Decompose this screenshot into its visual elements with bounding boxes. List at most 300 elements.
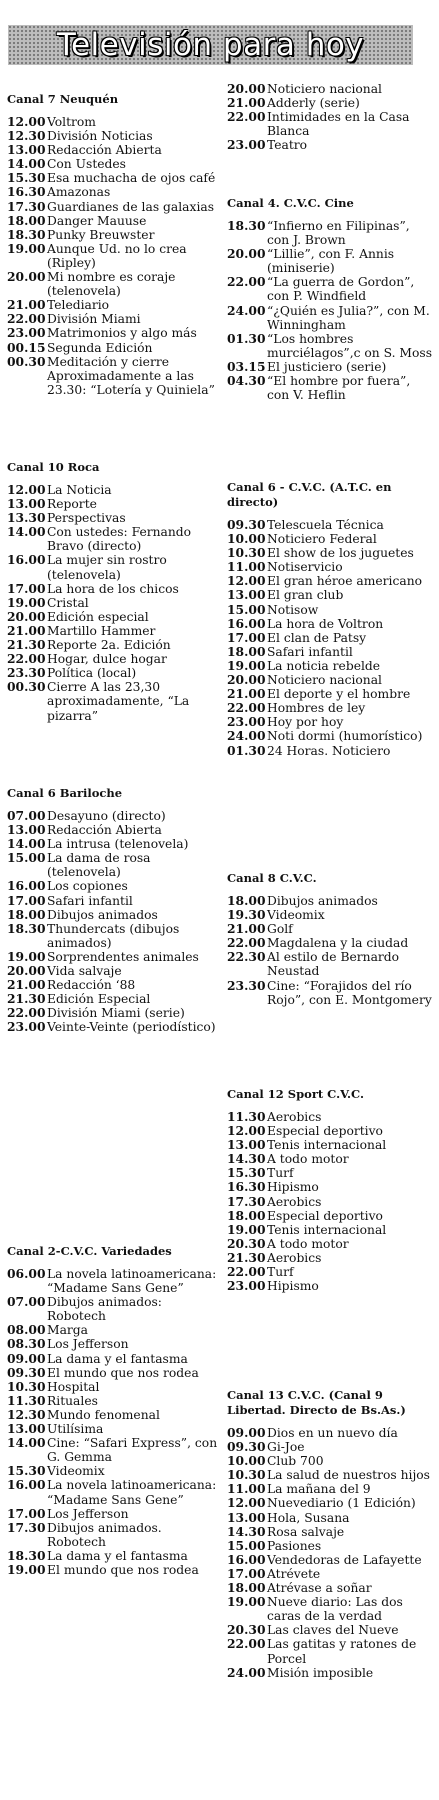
program-row	[7, 1422, 222, 1436]
program-row	[7, 950, 222, 964]
program-time: 18.00	[7, 212, 46, 228]
program-row	[227, 82, 435, 96]
program-title: La mujer sin rostro (telenovela)	[47, 553, 167, 582]
program-title: Meditación y cierre Aproximadamente a las 23.30: “Lotería y Quiniela”	[47, 354, 215, 397]
program-row	[7, 1337, 222, 1351]
program-row	[7, 1394, 222, 1408]
program-time: 14.30	[227, 1151, 266, 1167]
program-row	[227, 219, 435, 247]
program-time: 12.30	[7, 1406, 46, 1422]
program-title: Aerobics	[267, 1250, 322, 1265]
program-row	[227, 715, 435, 729]
program-title: Especial deportivo	[267, 1208, 383, 1223]
program-time: 22.00	[227, 1264, 266, 1280]
program-title: Perspectivas	[47, 511, 126, 526]
program-row	[7, 908, 222, 922]
program-time: 09.30	[227, 517, 266, 532]
program-row	[7, 355, 222, 397]
program-time: 19.00	[7, 594, 46, 610]
program-title: Safari infantil	[267, 644, 353, 659]
program-row	[227, 922, 435, 936]
program-title: Dios en un nuevo día	[267, 1426, 398, 1440]
program-time: 13.00	[7, 822, 46, 838]
program-time: 17.00	[7, 892, 46, 908]
program-row	[227, 1110, 435, 1124]
program-row	[227, 588, 435, 602]
program-title: Con Ustedes	[47, 157, 126, 172]
program-title: El clan de Patsy	[267, 630, 367, 645]
program-row	[7, 312, 222, 326]
program-time: 18.00	[227, 1207, 266, 1223]
program-title: Aerobics	[267, 1110, 322, 1124]
program-title: A todo motor	[267, 1152, 349, 1167]
program-title: “Los hombres murciélagos”,c on S. Moss	[267, 331, 433, 360]
program-time: 18.00	[7, 906, 46, 922]
program-row	[7, 1020, 222, 1034]
program-row	[7, 1507, 222, 1521]
program-title: Notisow	[267, 602, 319, 617]
page-title: Televisión para hoy	[56, 27, 365, 63]
program-title: La novela latinoamericana: “Madame Sans Gene”	[47, 1478, 217, 1507]
program-time: 15.30	[227, 1165, 266, 1181]
program-row	[227, 1553, 435, 1567]
program-row	[7, 1366, 222, 1380]
program-title: La hora de los chicos	[47, 581, 179, 596]
program-title: Edición Especial	[47, 992, 151, 1007]
program-time: 20.00	[227, 246, 266, 262]
program-time: 20.00	[227, 81, 266, 96]
program-row	[227, 1237, 435, 1251]
program-title: Hogar, dulce hogar	[47, 652, 167, 667]
channel-title: Canal 7 Neuquén	[7, 92, 119, 106]
program-row	[227, 138, 435, 152]
channel-title: Canal 4. C.V.C. Cine	[227, 196, 354, 210]
channel-title: Canal 13 C.V.C. (Canal 9 Libertad. Directo de Bs.As.)	[227, 1388, 406, 1417]
program-title: Las gatitas y ratones de Porcel	[267, 1637, 417, 1666]
program-row	[7, 823, 222, 837]
program-time: 22.00	[227, 1636, 266, 1652]
program-title: Tenis internacional	[267, 1222, 387, 1237]
program-row	[227, 1138, 435, 1152]
program-row	[227, 247, 435, 275]
program-row	[227, 1180, 435, 1194]
program-title: Hombres de ley	[267, 701, 366, 716]
program-row	[227, 1623, 435, 1637]
program-title: Punky Breuwster	[47, 227, 155, 242]
program-time: 23.00	[227, 1278, 266, 1294]
program-time: 21.00	[7, 297, 46, 313]
program-title: Rosa salvaje	[267, 1524, 345, 1539]
program-row	[227, 1482, 435, 1496]
program-row	[227, 701, 435, 715]
program-title: Noticiero nacional	[267, 673, 382, 688]
program-title: Intimidades en la Casa Blanca	[267, 110, 410, 139]
channel-title: Canal 10 Roca	[7, 460, 100, 474]
program-title: Hipismo	[267, 1279, 319, 1294]
program-title: Dibujos animados	[267, 894, 378, 908]
program-row	[227, 1195, 435, 1209]
program-title: Esa muchacha de ojos café	[47, 171, 216, 186]
program-row	[227, 1539, 435, 1553]
program-time: 13.30	[7, 510, 46, 526]
program-row	[227, 1209, 435, 1223]
program-time: 00.30	[7, 679, 46, 695]
program-row	[227, 304, 435, 332]
program-row	[7, 553, 222, 581]
program-row	[227, 374, 435, 402]
program-time: 21.30	[7, 991, 46, 1007]
program-row	[227, 275, 435, 303]
program-title: Política (local)	[47, 666, 137, 681]
program-title: Matrimonios y algo más	[47, 326, 197, 341]
program-title: El mundo que nos rodea	[47, 1562, 199, 1577]
program-time: 10.00	[227, 1453, 266, 1469]
program-title: Vida salvaje	[47, 964, 122, 979]
program-row	[227, 673, 435, 687]
program-time: 22.00	[7, 1005, 46, 1021]
program-title: Noticiero nacional	[267, 82, 382, 96]
program-row	[227, 617, 435, 631]
program-row	[227, 518, 435, 532]
program-row	[227, 1152, 435, 1166]
channel-canal6bariloche	[0, 786, 226, 1035]
program-title: La novela latinoamericana: “Madame Sans Gene”	[47, 1267, 217, 1296]
program-title: Hola, Susana	[267, 1510, 350, 1525]
program-time: 21.30	[7, 637, 46, 653]
program-title: Misión imposible	[267, 1665, 374, 1680]
program-title: Redacción Abierta	[47, 823, 162, 838]
program-row	[227, 1124, 435, 1138]
program-title: Hospital	[47, 1379, 100, 1394]
program-title: Dibujos animados: Robotech	[47, 1295, 162, 1324]
program-time: 11.00	[227, 559, 266, 575]
program-row	[7, 638, 222, 652]
program-title: Cierre A las 23,30 aproximadamente, “La pizarra”	[47, 680, 190, 723]
program-time: 10.00	[227, 531, 266, 547]
program-row	[227, 908, 435, 922]
program-time: 15.00	[227, 1537, 266, 1553]
program-title: Pasiones	[267, 1538, 322, 1553]
program-title: División Miami	[47, 312, 141, 327]
program-time: 00.30	[7, 353, 46, 369]
program-time: 22.00	[227, 274, 266, 290]
program-title: Cine: “Safari Express”, con G. Gemma	[47, 1436, 218, 1465]
program-row	[227, 332, 435, 360]
program-time: 20.00	[7, 269, 46, 285]
program-time: 19.00	[227, 657, 266, 673]
program-title: El show de los juguetes	[267, 546, 414, 561]
program-time: 13.00	[7, 496, 46, 512]
program-title: Adderly (serie)	[267, 96, 360, 111]
program-title: “Infierno en Filipinas”, con J. Brown	[267, 219, 410, 248]
program-time: 12.30	[7, 128, 46, 144]
program-time: 10.30	[227, 1467, 266, 1483]
program-title: La dama de rosa (telenovela)	[47, 851, 151, 880]
program-time: 01.30	[227, 330, 266, 346]
program-time: 13.00	[7, 1421, 46, 1437]
program-row	[227, 1454, 435, 1468]
program-row	[7, 171, 222, 185]
program-time: 08.30	[7, 1336, 46, 1352]
program-time: 19.00	[227, 1221, 266, 1237]
program-title: Utilísima	[47, 1422, 104, 1437]
channel-canal8	[226, 871, 439, 1007]
program-title: Mundo fenomenal	[47, 1407, 160, 1422]
program-title: Videomix	[47, 1464, 105, 1479]
program-row	[7, 143, 222, 157]
program-row	[227, 631, 435, 645]
channel-canal6atc	[226, 480, 439, 758]
program-row	[7, 1521, 222, 1549]
program-time: 21.00	[227, 686, 266, 702]
program-row	[7, 157, 222, 171]
program-time: 21.30	[227, 1249, 266, 1265]
program-time: 22.00	[7, 311, 46, 327]
program-title: El mundo que nos rodea	[47, 1365, 199, 1380]
program-row	[227, 532, 435, 546]
program-title: Segunda Edición	[47, 340, 153, 355]
program-row	[227, 1265, 435, 1279]
program-row	[7, 483, 222, 497]
program-row	[7, 666, 222, 680]
channel-canal7cont	[226, 82, 439, 152]
program-time: 22.00	[227, 109, 266, 125]
channel-title: Canal 12 Sport C.V.C.	[227, 1087, 365, 1101]
program-title: Sorprendentes animales	[47, 949, 199, 964]
program-row	[227, 687, 435, 701]
program-time: 20.30	[227, 1622, 266, 1638]
program-row	[227, 1426, 435, 1440]
program-title: Noticiero Federal	[267, 532, 377, 547]
program-row	[7, 1295, 222, 1323]
program-time: 13.00	[7, 142, 46, 158]
program-title: Los Jefferson	[47, 1337, 129, 1352]
program-title: Reporte	[47, 497, 97, 512]
channel-canal7	[0, 92, 226, 397]
program-time: 16.00	[7, 552, 46, 568]
program-title: La intrusa (telenovela)	[47, 837, 189, 852]
program-title: Aerobics	[267, 1194, 322, 1209]
program-time: 01.30	[227, 742, 266, 758]
program-row	[227, 1496, 435, 1510]
program-time: 11.00	[227, 1481, 266, 1497]
program-title: Al estilo de Bernardo Neustad	[267, 950, 400, 979]
program-row	[7, 964, 222, 978]
channel-title: Canal 8 C.V.C.	[227, 871, 317, 885]
program-title: Los copiones	[47, 879, 128, 894]
program-time: 04.30	[227, 373, 266, 389]
program-time: 09.30	[7, 1364, 46, 1380]
program-time: 00.15	[7, 339, 46, 355]
program-title: Hoy por hoy	[267, 715, 344, 730]
program-time: 09.00	[7, 1350, 46, 1366]
program-time: 18.30	[7, 920, 46, 936]
program-time: 10.30	[7, 1378, 46, 1394]
program-time: 11.30	[227, 1109, 266, 1124]
program-title: Cristal	[47, 595, 89, 610]
program-title: 24 Horas. Noticiero	[267, 743, 391, 758]
program-row	[7, 1267, 222, 1295]
program-row	[7, 851, 222, 879]
program-title: Thundercats (dibujos animados)	[47, 921, 180, 950]
program-row	[227, 1468, 435, 1482]
program-time: 22.00	[227, 700, 266, 716]
program-title: Los Jefferson	[47, 1506, 129, 1521]
program-time: 23.00	[7, 1019, 46, 1035]
program-time: 22.00	[7, 651, 46, 667]
program-time: 06.00	[7, 1266, 46, 1281]
program-row	[7, 200, 222, 214]
program-time: 18.00	[227, 1580, 266, 1596]
program-title: Mi nombre es coraje (telenovela)	[47, 270, 176, 299]
program-title: Con ustedes: Fernando Bravo (directo)	[47, 525, 192, 554]
program-time: 16.00	[7, 878, 46, 894]
program-title: Rituales	[47, 1393, 98, 1408]
program-row	[7, 978, 222, 992]
program-time: 07.00	[7, 808, 46, 823]
program-row	[227, 979, 435, 1007]
program-time: 13.00	[227, 1509, 266, 1525]
program-time: 16.00	[7, 1477, 46, 1493]
program-title: Marga	[47, 1323, 89, 1338]
program-row	[7, 922, 222, 950]
program-row	[227, 1440, 435, 1454]
program-time: 20.00	[7, 963, 46, 979]
program-time: 14.30	[227, 1523, 266, 1539]
channel-title: Canal 6 - C.V.C. (A.T.C. en directo)	[227, 480, 392, 509]
program-time: 16.30	[7, 184, 46, 200]
program-title: Nuevediario (1 Edición)	[267, 1496, 416, 1511]
program-time: 22.30	[227, 949, 266, 965]
program-time: 21.00	[227, 921, 266, 937]
program-title: El justiciero (serie)	[267, 359, 387, 374]
program-title: Telediario	[47, 298, 110, 313]
program-row	[227, 96, 435, 110]
program-row	[7, 185, 222, 199]
program-time: 12.00	[7, 114, 46, 129]
program-time: 16.30	[227, 1179, 266, 1195]
program-title: “Lillie”, con F. Annis (miniserie)	[267, 247, 395, 276]
program-time: 24.00	[227, 728, 266, 744]
program-title: Tenis internacional	[267, 1138, 387, 1153]
program-time: 19.00	[227, 1594, 266, 1610]
program-title: La dama y el fantasma	[47, 1548, 188, 1563]
program-title: Hipismo	[267, 1180, 319, 1195]
program-time: 19.00	[7, 1561, 46, 1577]
program-row	[7, 1436, 222, 1464]
program-time: 11.30	[7, 1392, 46, 1408]
program-title: La mañana del 9	[267, 1482, 371, 1497]
program-title: Teatro	[267, 138, 308, 153]
program-title: La dama y el fantasma	[47, 1351, 188, 1366]
program-row	[7, 298, 222, 312]
program-time: 12.00	[227, 1495, 266, 1511]
program-row	[227, 744, 435, 758]
program-time: 14.00	[7, 836, 46, 852]
program-row	[7, 511, 222, 525]
program-row	[227, 950, 435, 978]
program-row	[7, 1478, 222, 1506]
program-time: 23.30	[7, 665, 46, 681]
program-title: Turf	[267, 1265, 294, 1280]
program-title: El gran club	[267, 588, 344, 603]
program-row	[7, 1549, 222, 1563]
program-row	[7, 497, 222, 511]
program-time: 07.00	[7, 1294, 46, 1310]
program-row	[227, 936, 435, 950]
program-time: 23.00	[7, 325, 46, 341]
program-row	[227, 1666, 435, 1680]
program-time: 18.30	[7, 226, 46, 242]
program-row	[227, 729, 435, 743]
channel-canal12	[226, 1087, 439, 1293]
program-row	[7, 326, 222, 340]
program-title: Edición especial	[47, 609, 149, 624]
channel-title: Canal 2-C.V.C. Variedades	[7, 1244, 172, 1258]
program-time: 18.30	[7, 1547, 46, 1563]
program-time: 13.00	[227, 1137, 266, 1153]
program-row	[7, 270, 222, 298]
program-time: 15.00	[7, 850, 46, 866]
program-title: Redacción Abierta	[47, 143, 162, 158]
program-title: Dibujos animados. Robotech	[47, 1520, 162, 1549]
program-time: 16.00	[227, 615, 266, 631]
program-row	[7, 992, 222, 1006]
program-title: Reporte 2a. Edición	[47, 638, 171, 653]
program-title: “La guerra de Gordon”, con P. Windfield	[267, 275, 415, 304]
program-title: La hora de Voltron	[267, 616, 384, 631]
program-title: “¿Quién es Julia?”, con M. Winningham	[267, 303, 430, 332]
program-row	[227, 574, 435, 588]
program-row	[227, 894, 435, 908]
program-time: 19.00	[7, 240, 46, 256]
program-row	[227, 645, 435, 659]
program-row	[7, 214, 222, 228]
program-title: Dibujos animados	[47, 907, 158, 922]
program-time: 21.00	[7, 977, 46, 993]
program-row	[7, 228, 222, 242]
program-row	[7, 680, 222, 722]
program-title: “El hombre por fuera”, con V. Heflin	[267, 374, 411, 403]
program-row	[7, 1563, 222, 1577]
program-title: Golf	[267, 922, 293, 937]
program-row	[227, 1581, 435, 1595]
program-title: Especial deportivo	[267, 1124, 383, 1139]
program-row	[7, 837, 222, 851]
program-title: La salud de nuestros hijos	[267, 1468, 430, 1483]
program-time: 09.00	[227, 1425, 266, 1440]
program-time: 12.00	[227, 573, 266, 589]
program-row	[7, 582, 222, 596]
program-row	[7, 652, 222, 666]
channel-canal10	[0, 460, 226, 723]
program-time: 18.00	[227, 643, 266, 659]
program-time: 21.00	[7, 622, 46, 638]
program-time: 13.00	[227, 587, 266, 603]
program-time: 23.00	[227, 137, 266, 153]
program-time: 17.30	[7, 1519, 46, 1535]
program-time: 20.00	[227, 672, 266, 688]
program-time: 17.00	[7, 580, 46, 596]
program-title: Videomix	[267, 908, 325, 923]
program-title: Veinte-Veinte (periodístico)	[47, 1020, 216, 1035]
program-title: Turf	[267, 1166, 294, 1181]
program-time: 22.00	[227, 935, 266, 951]
program-row	[7, 1380, 222, 1394]
program-row	[7, 129, 222, 143]
program-time: 15.30	[7, 1463, 46, 1479]
program-title: La Noticia	[47, 483, 112, 497]
